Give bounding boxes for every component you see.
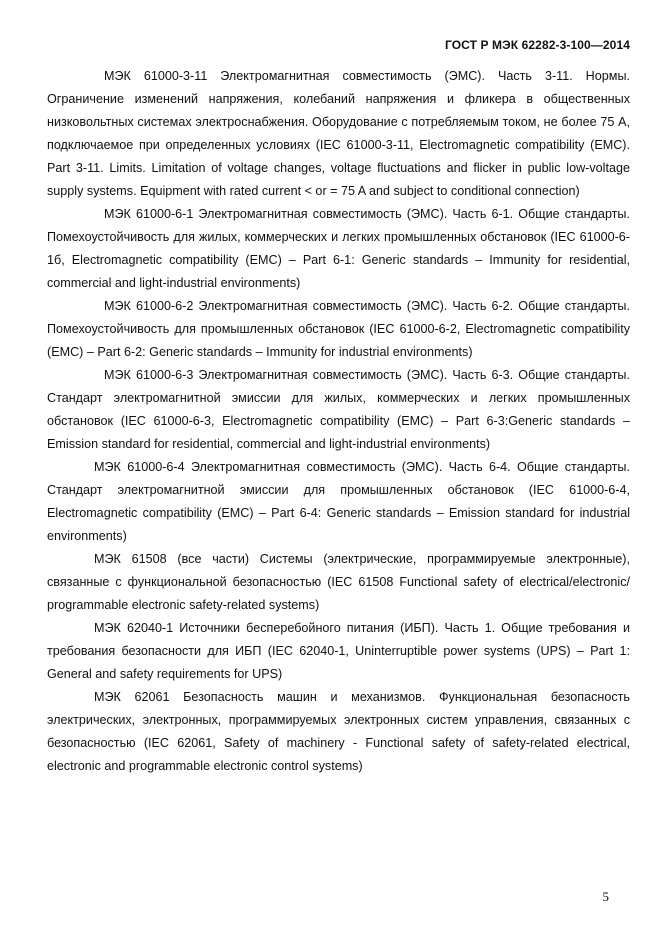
references-body [47, 65, 630, 778]
reference-paragraph-iec-61000-6-3: МЭК 61000-6-3 Электромагнитная совместимость (ЭМС). Часть 6-3. Общие стандарты. Стандарт электромагнитной эмиссии для жилых, коммерческих и легких промышленных обстановок (IEC 61000-6-3, Electromagnetic compatibility (EMC) – Part 6-3:Generic standards – Emission standard for residential, commercial and light-industrial environments) [47, 368, 630, 451]
page-number: 5 [602, 889, 609, 904]
reference-paragraph-iec-61000-6-1: МЭК 61000-6-1 Электромагнитная совместимость (ЭМС). Часть 6-1. Общие стандарты. Помехоустойчивость для жилых, коммерческих и легких промышленных обстановок (IEC 61000-6-1б, Electromagnetic compatibility (EMC) – Part 6-1: Generic standards – Immunity for residential, commercial and light-industrial environments) [47, 207, 630, 290]
reference-paragraph-iec-62040-1: МЭК 62040-1 Источники бесперебойного питания (ИБП). Часть 1. Общие требования и требования безопасности для ИБП (IEC 62040-1, Uninterruptible power systems (UPS) – Part 1: General and safety requirements for UPS) [47, 621, 630, 681]
reference-paragraph-iec-61508: МЭК 61508 (все части) Системы (электрические, программируемые электронные), связанные с функциональной безопасностью (IEC 61508 Functional safety of electrical/electronic/ programmable electronic safety-related systems) [47, 552, 630, 612]
reference-paragraph-iec-62061: МЭК 62061 Безопасность машин и механизмов. Функциональная безопасность электрических, электронных, программируемых электронных систем управления, связанных с безопасностью (IEC 62061, Safety of machinery - Functional safety of safety-related electrical, electronic and programmable electronic control systems) [47, 690, 630, 773]
reference-paragraph-iec-61000-3-11: МЭК 61000-3-11 Электромагнитная совместимость (ЭМС). Часть 3-11. Нормы. Ограничение изменений напряжения, колебаний напряжения и фликера в общественных низковольтных системах электроснабжения. Оборудование с потребляемым током, не более 75 А, подключаемое при определенных условиях (IEC 61000-3-11, Electromagnetic compatibility (EMC). Part 3-11. Limits. Limitation of voltage changes, voltage fluctuations and flicker in public low-voltage supply systems. Equipment with rated current < or = 75 A and subject to conditional connection) [47, 69, 630, 198]
document-code-header: ГОСТ Р МЭК 62282-3-100—2014 [445, 38, 630, 52]
reference-paragraph-iec-61000-6-2: МЭК 61000-6-2 Электромагнитная совместимость (ЭМС). Часть 6-2. Общие стандарты. Помехоустойчивость для промышленных обстановок (IEC 61000-6-2, Electromagnetic compatibility (EMC) – Part 6-2: Generic standards – Immunity for industrial environments) [47, 299, 630, 359]
reference-paragraph-iec-61000-6-4: МЭК 61000-6-4 Электромагнитная совместимость (ЭМС). Часть 6-4. Общие стандарты. Стандарт электромагнитной эмиссии для промышленных обстановок (IEC 61000-6-4, Electromagnetic compatibility (EMC) – Part 6-4: Generic standards – Emission standard for industrial environments) [47, 460, 630, 543]
